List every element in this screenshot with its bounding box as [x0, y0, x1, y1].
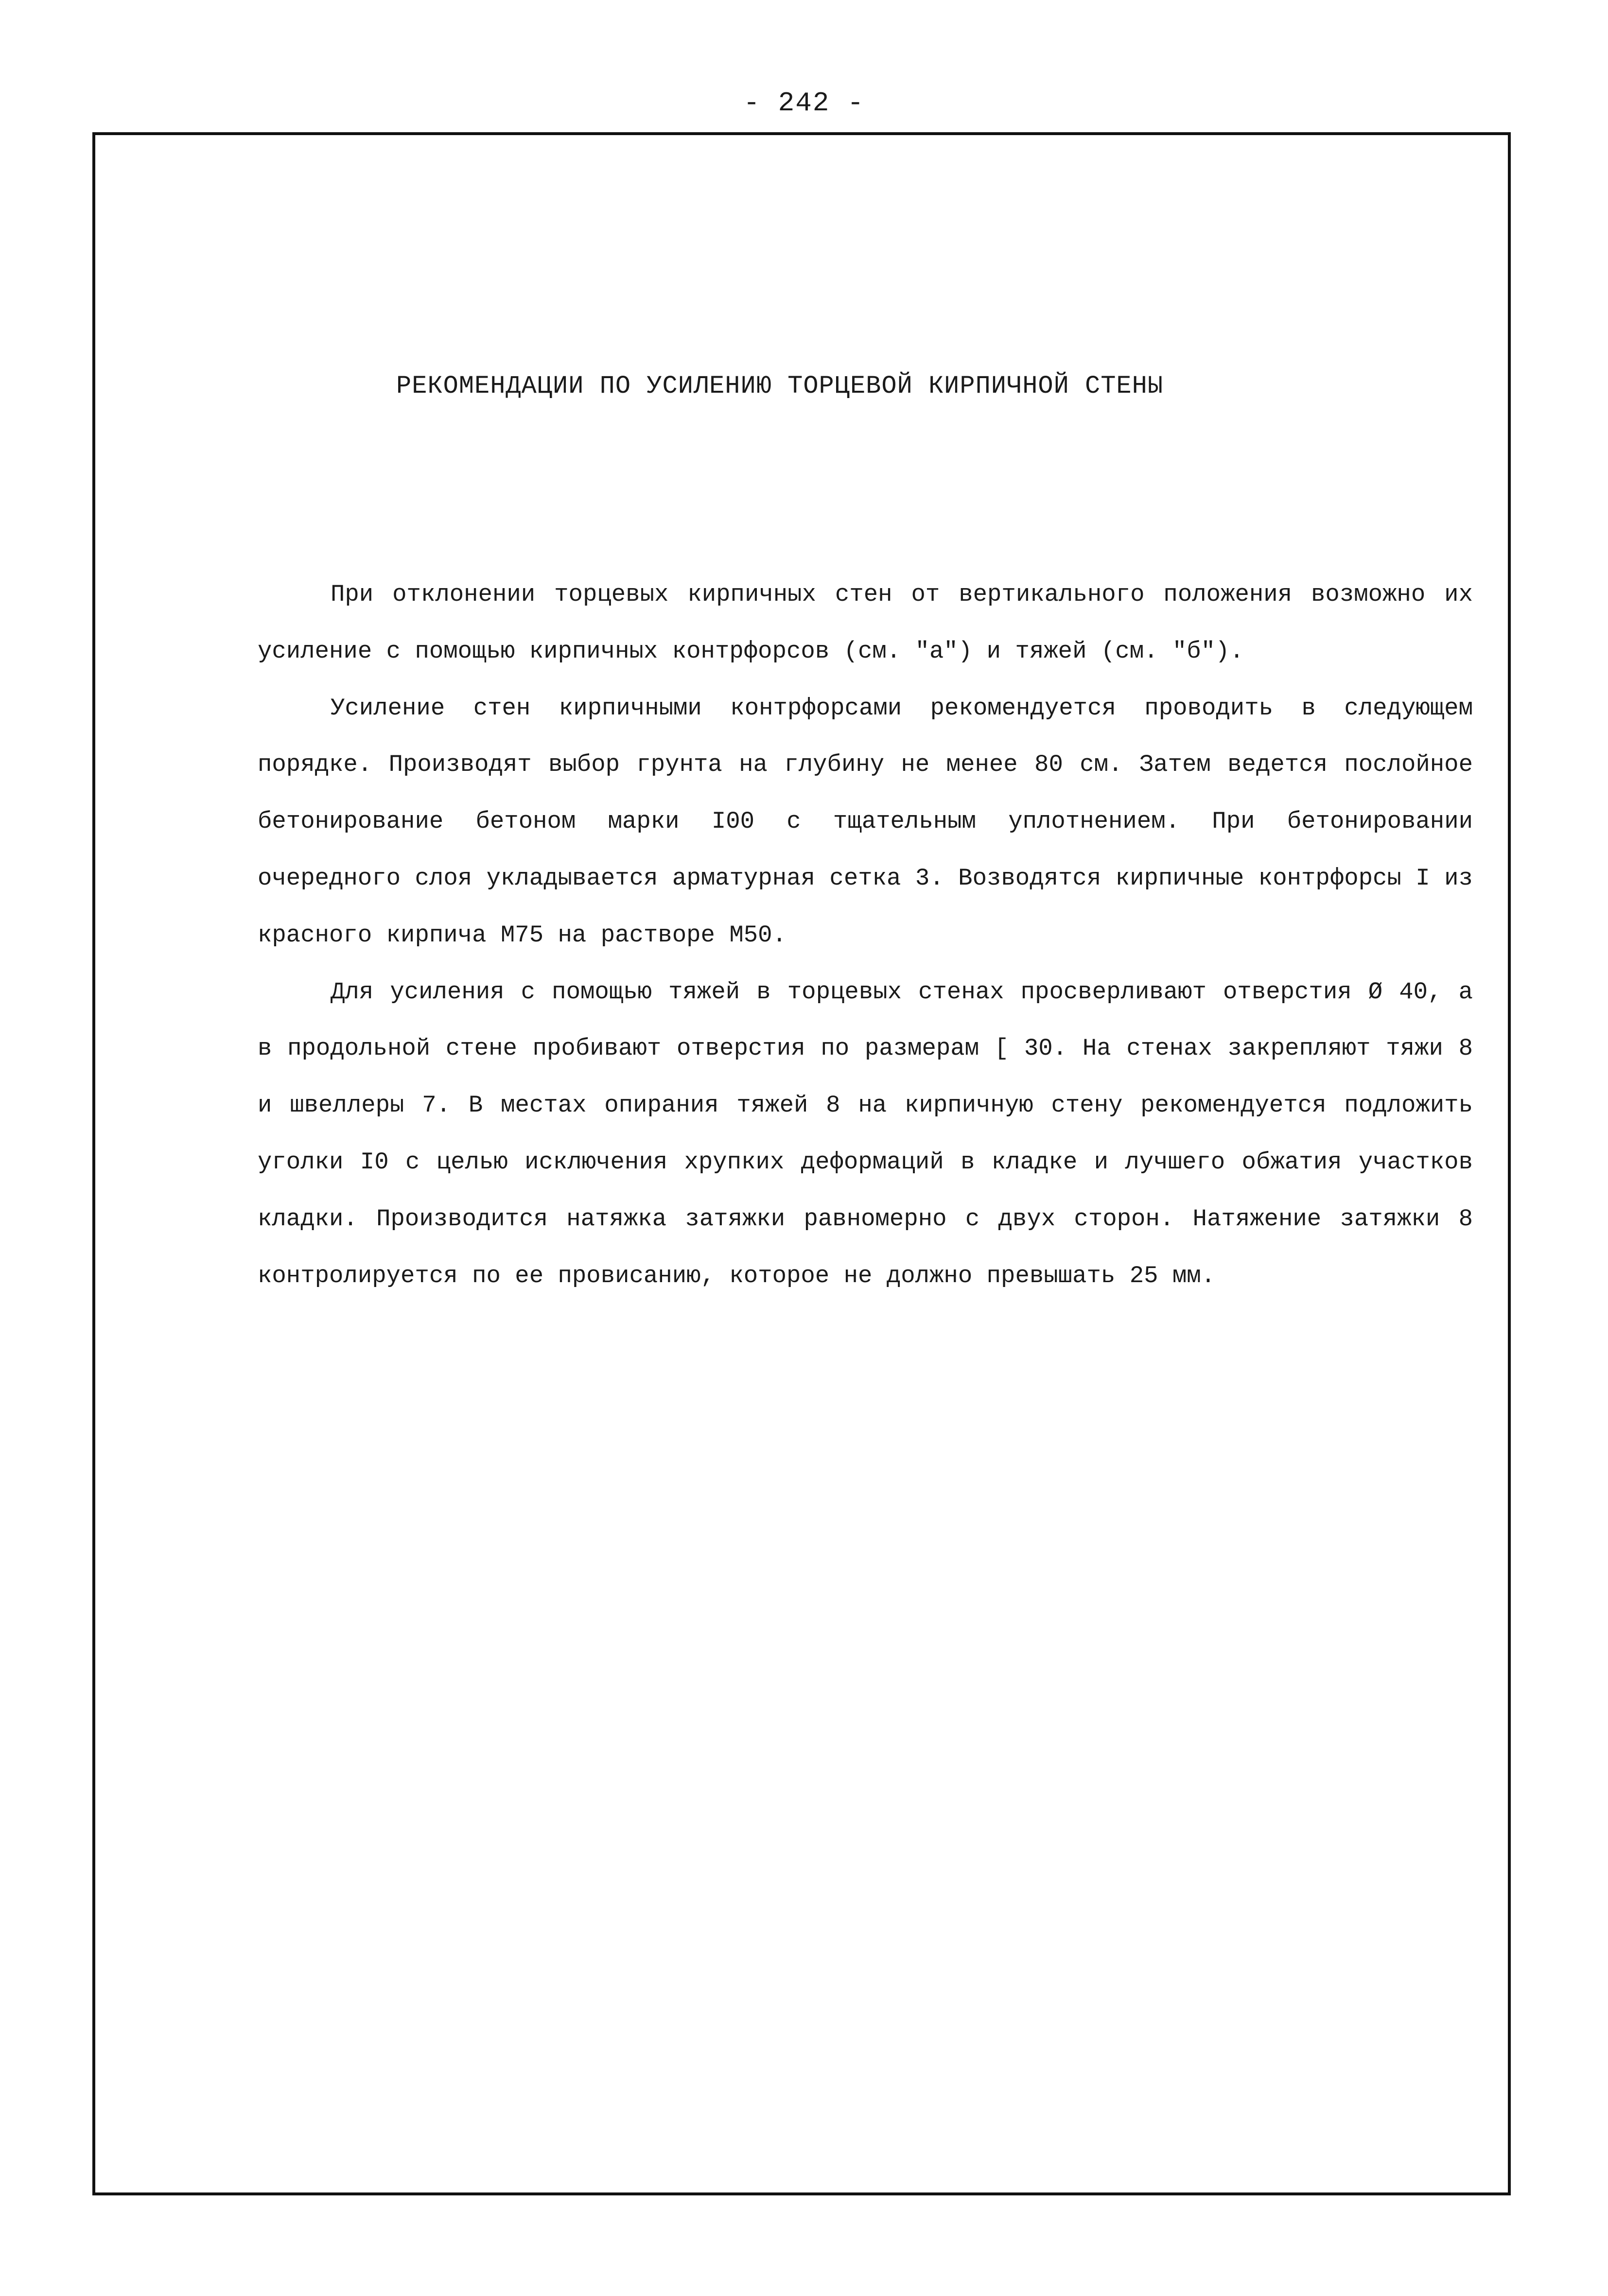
document-body	[258, 566, 1473, 1304]
paragraph-2: Усиление стен кирпичными контрфорсами рекомендуется проводить в следующем порядке. Производят выбор грунта на глубину не менее 80 см. Затем ведется послойное бетонирование бетоном марки I00 с тщательным уплотнением. При бетонировании очередного слоя укладывается арматурная сетка 3. Возводятся кирпичные контрфорсы I из красного кирпича М75 на растворе М50.	[258, 694, 1473, 949]
paragraph-3: Для усиления с помощью тяжей в торцевых стенах просверливают отверстия Ø 40, а в продольной стене пробивают отверстия по размерам [ 30. На стенах закрепляют тяжи 8 и швеллеры 7. В местах опирания тяжей 8 на кирпичную стену рекомендуется подложить уголки I0 с целью исключения хрупких деформаций в кладке и лучшего обжатия участков кладки. Производится натяжка затяжки равномерно с двух сторон. Натяжение затяжки 8 контролируется по ее провисанию, которое не должно превышать 25 мм.	[258, 978, 1473, 1289]
paragraph-1: При отклонении торцевых кирпичных стен от вертикального положения возможно их усиление с помощью кирпичных контрфорсов (см. "а") и тяжей (см. "б").	[258, 581, 1473, 665]
page-number: - 242 -	[743, 87, 865, 119]
document-heading: РЕКОМЕНДАЦИИ ПО УСИЛЕНИЮ ТОРЦЕВОЙ КИРПИЧНОЙ СТЕНЫ	[396, 372, 1164, 400]
